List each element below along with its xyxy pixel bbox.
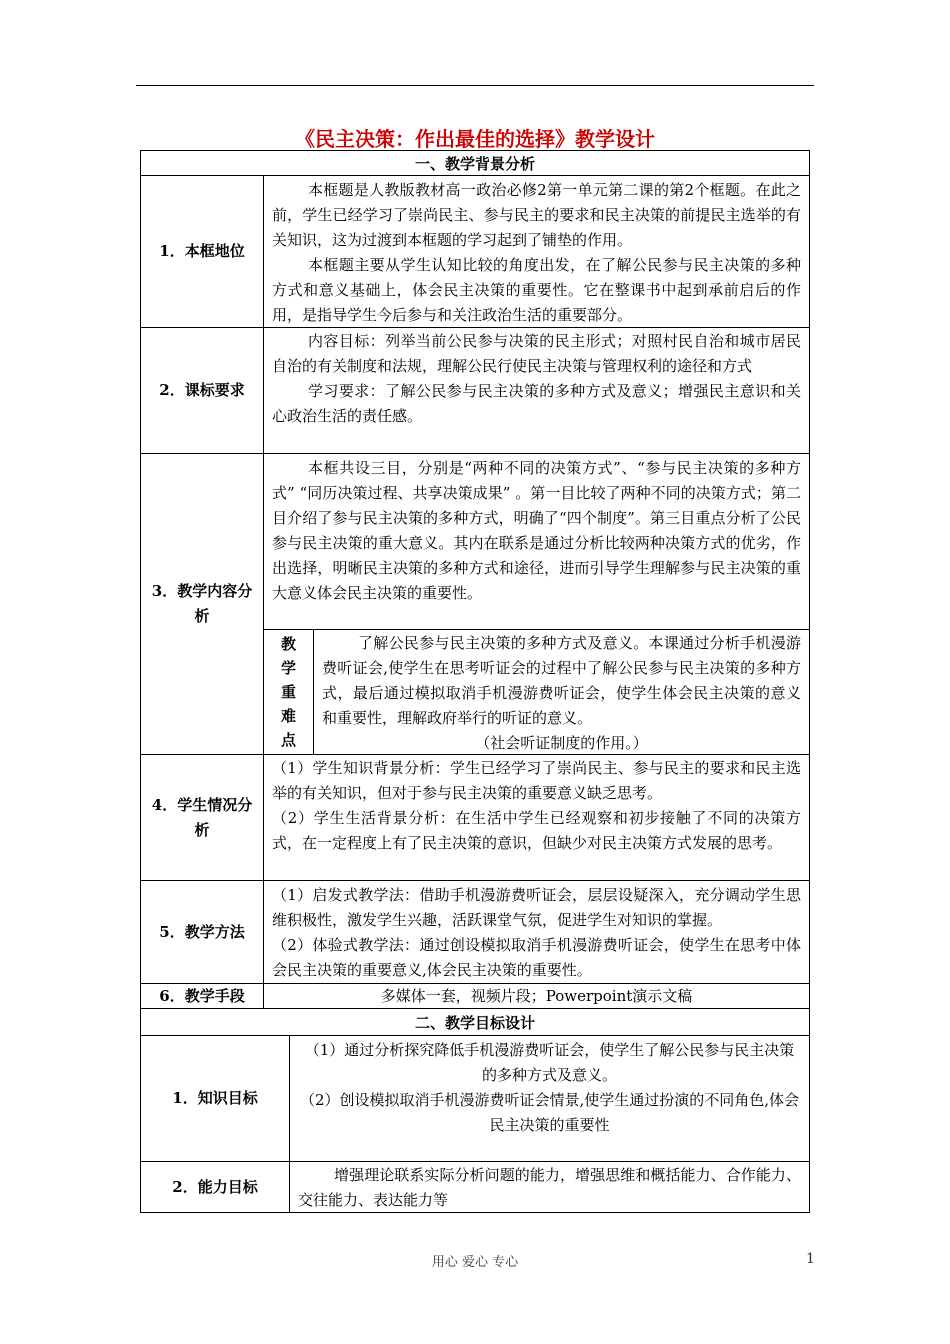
row-content-position bbox=[263, 175, 810, 328]
paragraph: 内容目标：列举当前公民参与决策的民主形式；对照村民自治和城市居民自治的有关制度和法规，理解公民行使民主决策与管理权利的途径和方式 bbox=[272, 332, 801, 375]
paragraph: （2）创设模拟取消手机漫游费听证会情景,使学生通过扮演的不同角色,体会民主决策的重要性 bbox=[299, 1091, 800, 1134]
sub-label-char: 教 bbox=[280, 635, 296, 653]
header-rule bbox=[136, 85, 814, 86]
section-header-goals: 二、教学目标设计 bbox=[140, 1008, 810, 1036]
row-content-analysis bbox=[263, 453, 810, 630]
paragraph: 学习要求：了解公民参与民主决策的多种方式及意义；增强民主意识和关心政治生活的责任感。 bbox=[272, 382, 801, 425]
sub-label-char: 点 bbox=[280, 731, 296, 749]
sub-label-char: 学 bbox=[280, 659, 296, 677]
row-content-student-analysis bbox=[263, 754, 810, 881]
section-header-background: 一、教学背景分析 bbox=[140, 150, 810, 176]
row-label-position: 1．本框地位 bbox=[140, 175, 264, 328]
row-content-ability-goal bbox=[289, 1161, 810, 1213]
paragraph: （2）体验式教学法：通过创设模拟取消手机漫游费听证会，使学生在思考中体会民主决策的重要意义,体会民主决策的重要性。 bbox=[272, 936, 801, 979]
paragraph: （社会听证制度的作用。） bbox=[475, 734, 648, 752]
paragraph: （1）学生知识背景分析：学生已经学习了崇尚民主、参与民主的要求和民主选举的有关知识，但对于参与民主决策的重要意义缺乏思考。 bbox=[272, 759, 801, 802]
paragraph: 了解公民参与民主决策的多种方式及意义。本课通过分析手机漫游费听证会,使学生在思考听证会的过程中了解公民参与民主决策的多种方式，最后通过模拟取消手机漫游费听证会，使学生体会民主决策的意义和重要性，理解政府举行的听证的意义。 bbox=[322, 634, 801, 727]
row-content-knowledge-goal bbox=[289, 1035, 810, 1162]
row-label-student-analysis: 4．学生情况分析 bbox=[140, 754, 264, 881]
paragraph: （1）启发式教学法：借助手机漫游费听证会，层层设疑深入，充分调动学生思维积极性，激发学生兴趣，活跃课堂气氛，促进学生对知识的掌握。 bbox=[272, 886, 801, 929]
row-content-methods bbox=[263, 880, 810, 984]
sub-label-char: 重 bbox=[280, 683, 296, 701]
row-label-standards: 2．课标要求 bbox=[140, 327, 264, 454]
paragraph: 本框题主要从学生认知比较的角度出发，在了解公民参与民主决策的多种方式和意义基础上，体会民主决策的重要性。它在整课书中起到承前启后的作用，是指导学生今后参与和关注政治生活的重要部分。 bbox=[272, 256, 801, 324]
row-label-ability-goal: 2．能力目标 bbox=[140, 1161, 290, 1213]
sub-label-key-points bbox=[263, 629, 314, 755]
page-number: 1 bbox=[806, 1251, 815, 1267]
paragraph: （2）学生生活背景分析：在生活中学生已经观察和初步接触了不同的决策方式，在一定程度上有了民主决策的意识，但缺少对民主决策方式发展的思考。 bbox=[272, 809, 801, 852]
row-label-methods: 5．教学方法 bbox=[140, 880, 264, 984]
row-content-means: 多媒体一套，视频片段；Powerpoint演示文稿 bbox=[263, 983, 810, 1009]
page-footer: 用心 爱心 专心 bbox=[431, 1255, 519, 1270]
sub-content-key-points bbox=[313, 629, 810, 755]
document-title: 《民主决策：作出最佳的选择》教学设计 bbox=[295, 127, 655, 151]
paragraph: （1）通过分析探究降低手机漫游费听证会，使学生了解公民参与民主决策的多种方式及意义。 bbox=[304, 1041, 795, 1084]
row-label-content-analysis: 3．教学内容分析 bbox=[140, 453, 264, 755]
row-label-means: 6．教学手段 bbox=[140, 983, 264, 1009]
paragraph: 本框共设三目，分别是“两种不同的决策方式”、“参与民主决策的多种方式” “同历决策过程、共享决策成果” 。第一目比较了两种不同的决策方式；第二目介绍了参与民主决策的多种方式，明确了“四个制度”。第三目重点分析了公民参与民主决策的重大意义。其内在联系是通过分析比较两种决策方式的优劣，作出选择，明晰民主决策的多种方式和途径，进而引导学生理解参与民主决策的重大意义体会民主决策的重要性。 bbox=[272, 459, 801, 602]
row-content-standards bbox=[263, 327, 810, 454]
paragraph: 增强理论联系实际分析问题的能力，增强思维和概括能力、合作能力、交往能力、表达能力等 bbox=[298, 1166, 801, 1209]
paragraph: 本框题是人教版教材高一政治必修2第一单元第二课的第2个框题。在此之前，学生已经学习了崇尚民主、参与民主的要求和民主决策的前提民主选举的有关知识，这为过渡到本框题的学习起到了铺垫的作用。 bbox=[272, 181, 801, 249]
row-label-knowledge-goal: 1．知识目标 bbox=[140, 1035, 290, 1162]
sub-label-char: 难 bbox=[280, 707, 296, 725]
